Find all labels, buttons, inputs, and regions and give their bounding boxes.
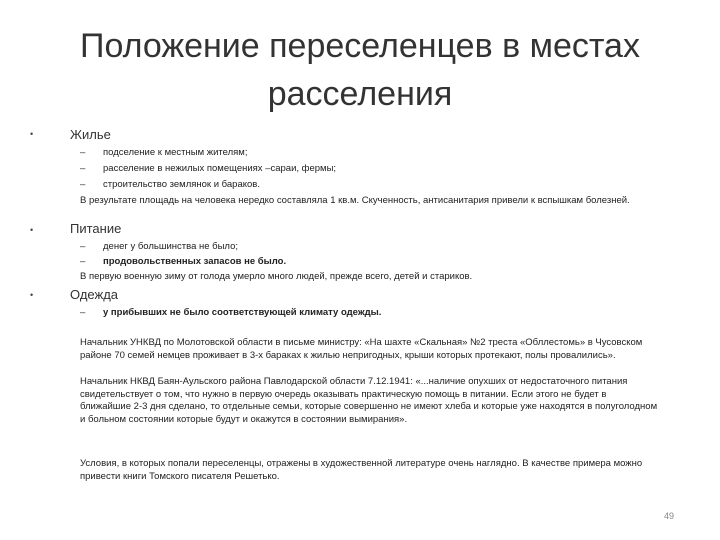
list-item: строительство землянок и бараков. <box>103 179 260 190</box>
dash-icon: – <box>80 307 86 318</box>
bullet-icon: • <box>30 225 34 235</box>
slide-title: Положение переселенцев в местах расселения <box>80 27 640 113</box>
dash-icon: – <box>80 241 86 252</box>
list-item: продовольственных запасов не было. <box>103 256 287 267</box>
section-note-food: В первую военную зиму от голода умерло много людей, прежде всего, детей и стариков. <box>80 271 473 282</box>
quote-paragraph: Начальник УНКВД по Молотовской области в письме министру: «На шахте «Скальная» №2 треста «Обллестомь» в Чусовском районе 70 семей немцев проживает в 3-х бараках к жилью непригодных, крыши которых протекают, полы провалились». <box>80 337 643 361</box>
bullet-icon: • <box>30 129 34 139</box>
section-heading-clothing: Одежда <box>70 287 119 302</box>
list-item: подселение к местным жителям; <box>103 147 248 158</box>
page-number: 49 <box>664 511 675 521</box>
quote-paragraph: Начальник НКВД Баян-Аульского района Павлодарской области 7.12.1941: «...наличие опухших от недостаточного питания свидетельствует о том, что нужно в первую очередь оказывать практическую помощь в питании. Если этого не будет в ближайшие 2-3 дня сделано, то отдельные семьи, которые совершенно не имеют хлеба и которые уже находятся в полуголодном и больном состоянии которые будут и окажутся в состоянии вымирания». <box>80 376 658 425</box>
list-item: у прибывших не было соответствующей климату одежды. <box>103 307 382 318</box>
dash-icon: – <box>80 147 86 158</box>
list-item: денег у большинства не было; <box>103 241 239 252</box>
dash-icon: – <box>80 179 86 190</box>
dash-icon: – <box>80 163 86 174</box>
section-heading-housing: Жилье <box>70 127 111 142</box>
conclusion-paragraph: Условия, в которых попали переселенцы, отражены в художественной литературе очень наглядно. В качестве примера можно привести книги Томского писателя Решетько. <box>80 458 643 482</box>
section-note-housing: В результате площадь на человека нередко составляла 1 кв.м. Скученность, антисанитария привели к вспышкам болезней. <box>80 195 630 206</box>
list-item: расселение в нежилых помещениях –сараи, фермы; <box>103 163 337 174</box>
section-heading-food: Питание <box>70 221 122 236</box>
dash-icon: – <box>80 256 86 267</box>
bullet-icon: • <box>30 290 34 300</box>
